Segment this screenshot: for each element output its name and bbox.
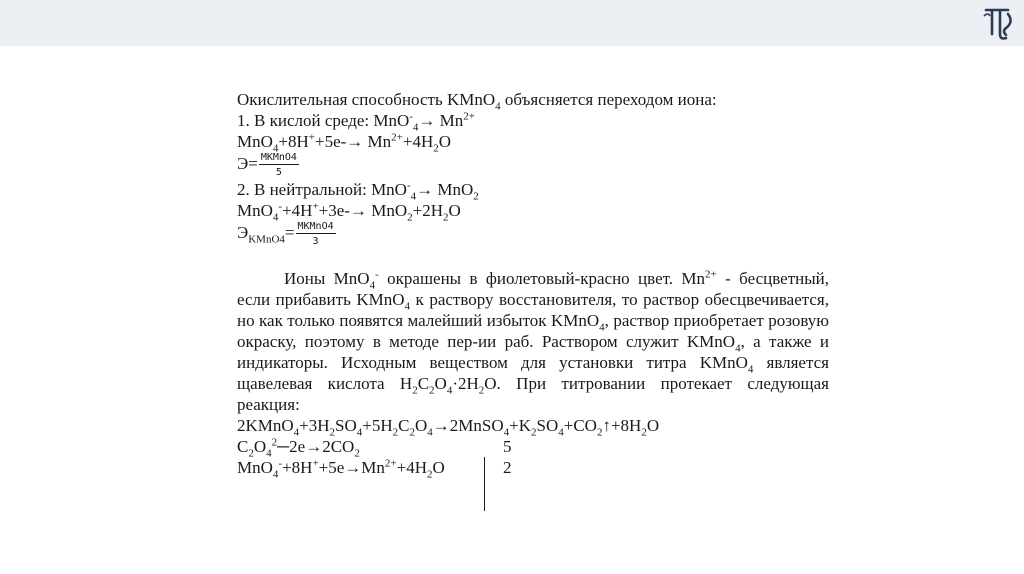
balance-divider [484, 457, 485, 511]
neutral-equation: $MnO_4^-+4H^++3e-\to MnO_2+2H_2O$ [237, 200, 461, 224]
description-paragraph: Ионы MnO$_4$- окрашены в фиолетовый-красно цвет. $Mn^{2+}$ - бесцветный, если прибавить KMnO$_4$ к раствору восстановителя, то раствор обесцвечивается, но как только появятся малейший избыток KMnO$_4$, раствор приобретает розовую окраску, поэтому в методе пер-ии раб. Раствором служит KMnO$_4$, а также и индикаторы. Исходным веществом для установки титра KMnO$_4$ является щавелевая кислота $H_2C_2O_4\cdot 2H_2O$. При титровании протекает следующая реакция: [237, 268, 829, 414]
half-reaction-permanganate: $MnO_4^-+8H^++5e\to Mn^{2+}+4H_2O$ 2 [237, 457, 512, 481]
acid-equation: $MnO_4+8H^++5e-\to Mn^{2+}+4H_2O$ [237, 131, 452, 155]
intro-line: Окислительная способность KMnO$_4$ объясняется переходом иона: [237, 90, 717, 113]
reaction-equation: $2KMnO_4+3H_2SO_4+5H_2C_2O_4\to 2MnSO_4+K_2SO_4+CO_2↑+8H_2O$ [237, 416, 660, 439]
header-bar [0, 0, 1024, 46]
oxalate-coefficient: 5 [503, 437, 512, 456]
acid-fraction: $\frac{\text{MKMnO4}}{5}$ [260, 152, 297, 178]
acid-equivalent: Э= $\frac{\text{MKMnO4}}{5}$ [237, 152, 297, 178]
neutral-heading: 2. В нейтральной: MnO-$_4$→ MnO$_2$ [237, 179, 479, 203]
neutral-fraction: $\frac{\text{MKMnO4}}{3}$ [297, 221, 334, 247]
half-reaction-oxalate: $C_2O_4^2─2e\to 2CO_2$ 5 [237, 436, 512, 460]
permanganate-coefficient: 2 [503, 458, 512, 477]
university-logo-icon [978, 4, 1018, 44]
slide-content [237, 89, 829, 481]
acid-heading: 1. В кислой среде: $MnO^-_4\to Mn^{2+}$ [237, 110, 476, 134]
neutral-equivalent: $Э_{KMnO4}=$ $\frac{\text{MKMnO4}}{3}$ [237, 221, 334, 247]
